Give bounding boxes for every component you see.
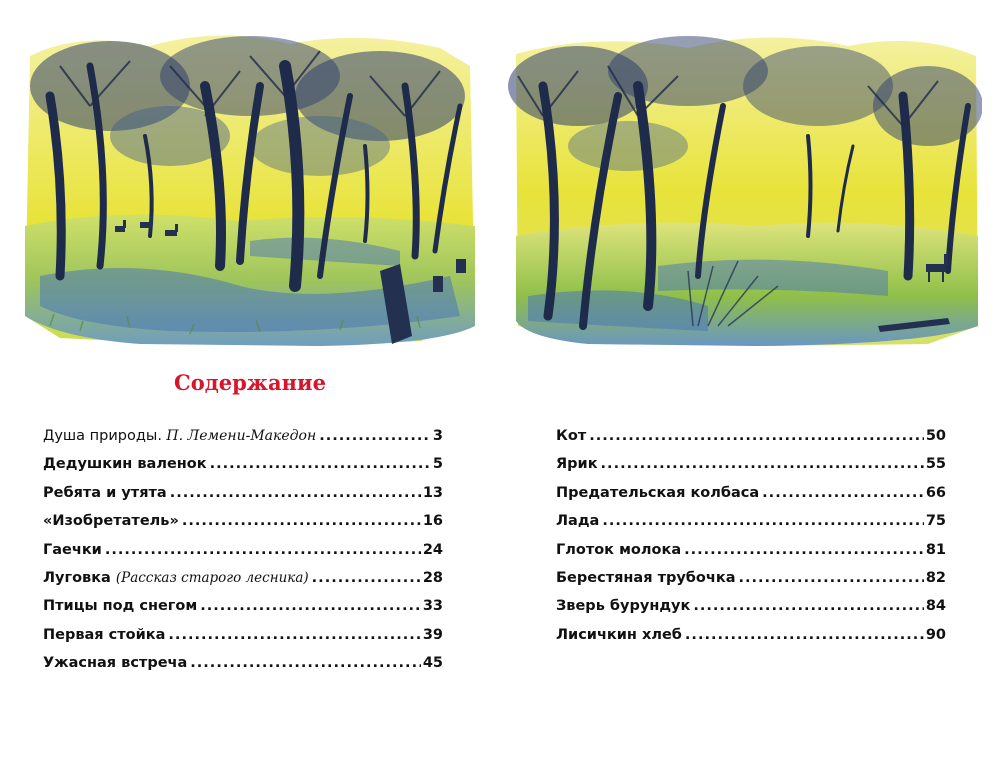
toc-title-text: Лисичкин хлеб [556, 626, 682, 643]
toc-entry-title [43, 570, 309, 586]
toc-entry-title [43, 456, 207, 472]
toc-entry [43, 513, 443, 541]
toc-title-text: Птицы под снегом [43, 598, 198, 615]
toc-page-number: 55 [925, 456, 946, 473]
toc-page-number: 39 [422, 626, 443, 643]
toc-entry-title [43, 513, 179, 529]
toc-entry-title [43, 485, 167, 501]
toc-entry [43, 627, 443, 655]
toc-page-number: 13 [422, 484, 443, 501]
toc-entry-title [556, 485, 759, 501]
toc-page-number: 16 [422, 513, 443, 530]
toc-entry-title [43, 542, 102, 558]
toc-leader-dots [602, 513, 923, 529]
toc-entry [43, 655, 443, 683]
forest-illustration-right [508, 26, 982, 346]
toc-title-text: Ребята и утята [43, 484, 167, 501]
toc-entry-author: П. Лемени-Македон [161, 428, 317, 444]
toc-title-text: Дедушкин валенок [43, 456, 207, 473]
contents-heading: Содержание [174, 370, 326, 395]
toc-leader-dots [190, 655, 421, 671]
toc-page-number: 45 [422, 655, 443, 672]
toc-leader-dots [684, 542, 924, 558]
toc-page-number: 28 [422, 569, 443, 586]
toc-leader-dots [319, 428, 431, 444]
toc-entry [556, 627, 946, 655]
toc-page-number: 3 [432, 428, 443, 444]
toc-entry-title [43, 655, 187, 671]
toc-title-text: Предательская колбаса [556, 484, 760, 501]
toc-leader-dots [312, 570, 421, 586]
toc-leader-dots [182, 513, 421, 529]
toc-leader-dots [589, 428, 924, 444]
toc-leader-dots [738, 570, 923, 586]
toc-title-text: Первая стойка [43, 626, 166, 643]
toc-title-text: Глоток молока [556, 541, 682, 558]
toc-leader-dots [105, 542, 421, 558]
toc-entry-title [43, 598, 197, 614]
toc-entry [556, 570, 946, 598]
toc-page-number: 50 [925, 428, 946, 444]
toc-title-text: Зверь бурундук [556, 598, 691, 615]
toc-entry [43, 570, 443, 598]
toc-leader-dots [693, 598, 923, 614]
toc-leader-dots [685, 627, 924, 643]
toc-page-number: 33 [422, 598, 443, 615]
toc-leader-dots [200, 598, 421, 614]
toc-leader-dots [170, 485, 421, 501]
toc-entry [556, 485, 946, 513]
toc-title-text: Душа природы. [43, 428, 162, 444]
toc-title-text: «Изобретатель» [43, 513, 179, 530]
toc-entry [43, 456, 443, 484]
toc-leader-dots [762, 485, 924, 501]
toc-entry-title [556, 570, 735, 586]
toc-leader-dots [601, 456, 924, 472]
toc-entry-title [556, 513, 599, 529]
toc-column-right [556, 428, 946, 655]
toc-entry-title [43, 428, 316, 444]
toc-title-text: Гаечки [43, 541, 102, 558]
toc-entry [43, 598, 443, 626]
toc-page-number: 66 [925, 484, 946, 501]
toc-page-number: 81 [925, 541, 946, 558]
toc-column-left [43, 428, 443, 684]
toc-title-text: Луговка [43, 569, 111, 586]
toc-entry [556, 542, 946, 570]
toc-entry-subtitle: (Рассказ старого лесника) [115, 569, 309, 586]
toc-page-number: 75 [925, 513, 946, 530]
toc-page-number: 24 [422, 541, 443, 558]
toc-entry [556, 598, 946, 626]
toc-page-number: 82 [925, 569, 946, 586]
toc-entry [556, 456, 946, 484]
toc-page-number: 90 [925, 626, 946, 643]
toc-title-text: Берестяная трубочка [556, 569, 736, 586]
toc-entry-title [556, 627, 682, 643]
toc-entry-title [556, 456, 598, 472]
toc-entry-title [556, 598, 690, 614]
toc-title-text: Ужасная встреча [43, 655, 188, 672]
toc-entry-title [43, 627, 165, 643]
toc-page-number: 84 [925, 598, 946, 615]
toc-leader-dots [168, 627, 420, 643]
toc-entry-title [556, 428, 586, 444]
toc-title-text: Ярик [556, 456, 598, 473]
toc-entry [43, 542, 443, 570]
toc-title-text: Лада [556, 513, 600, 530]
toc-entry-title [556, 542, 681, 558]
toc-leader-dots [210, 456, 431, 472]
toc-entry [556, 428, 946, 456]
toc-entry [43, 428, 443, 456]
toc-entry [43, 485, 443, 513]
toc-entry [556, 513, 946, 541]
toc-page-number: 5 [432, 456, 443, 473]
toc-title-text: Кот [556, 428, 587, 444]
forest-illustration-left [20, 26, 478, 346]
